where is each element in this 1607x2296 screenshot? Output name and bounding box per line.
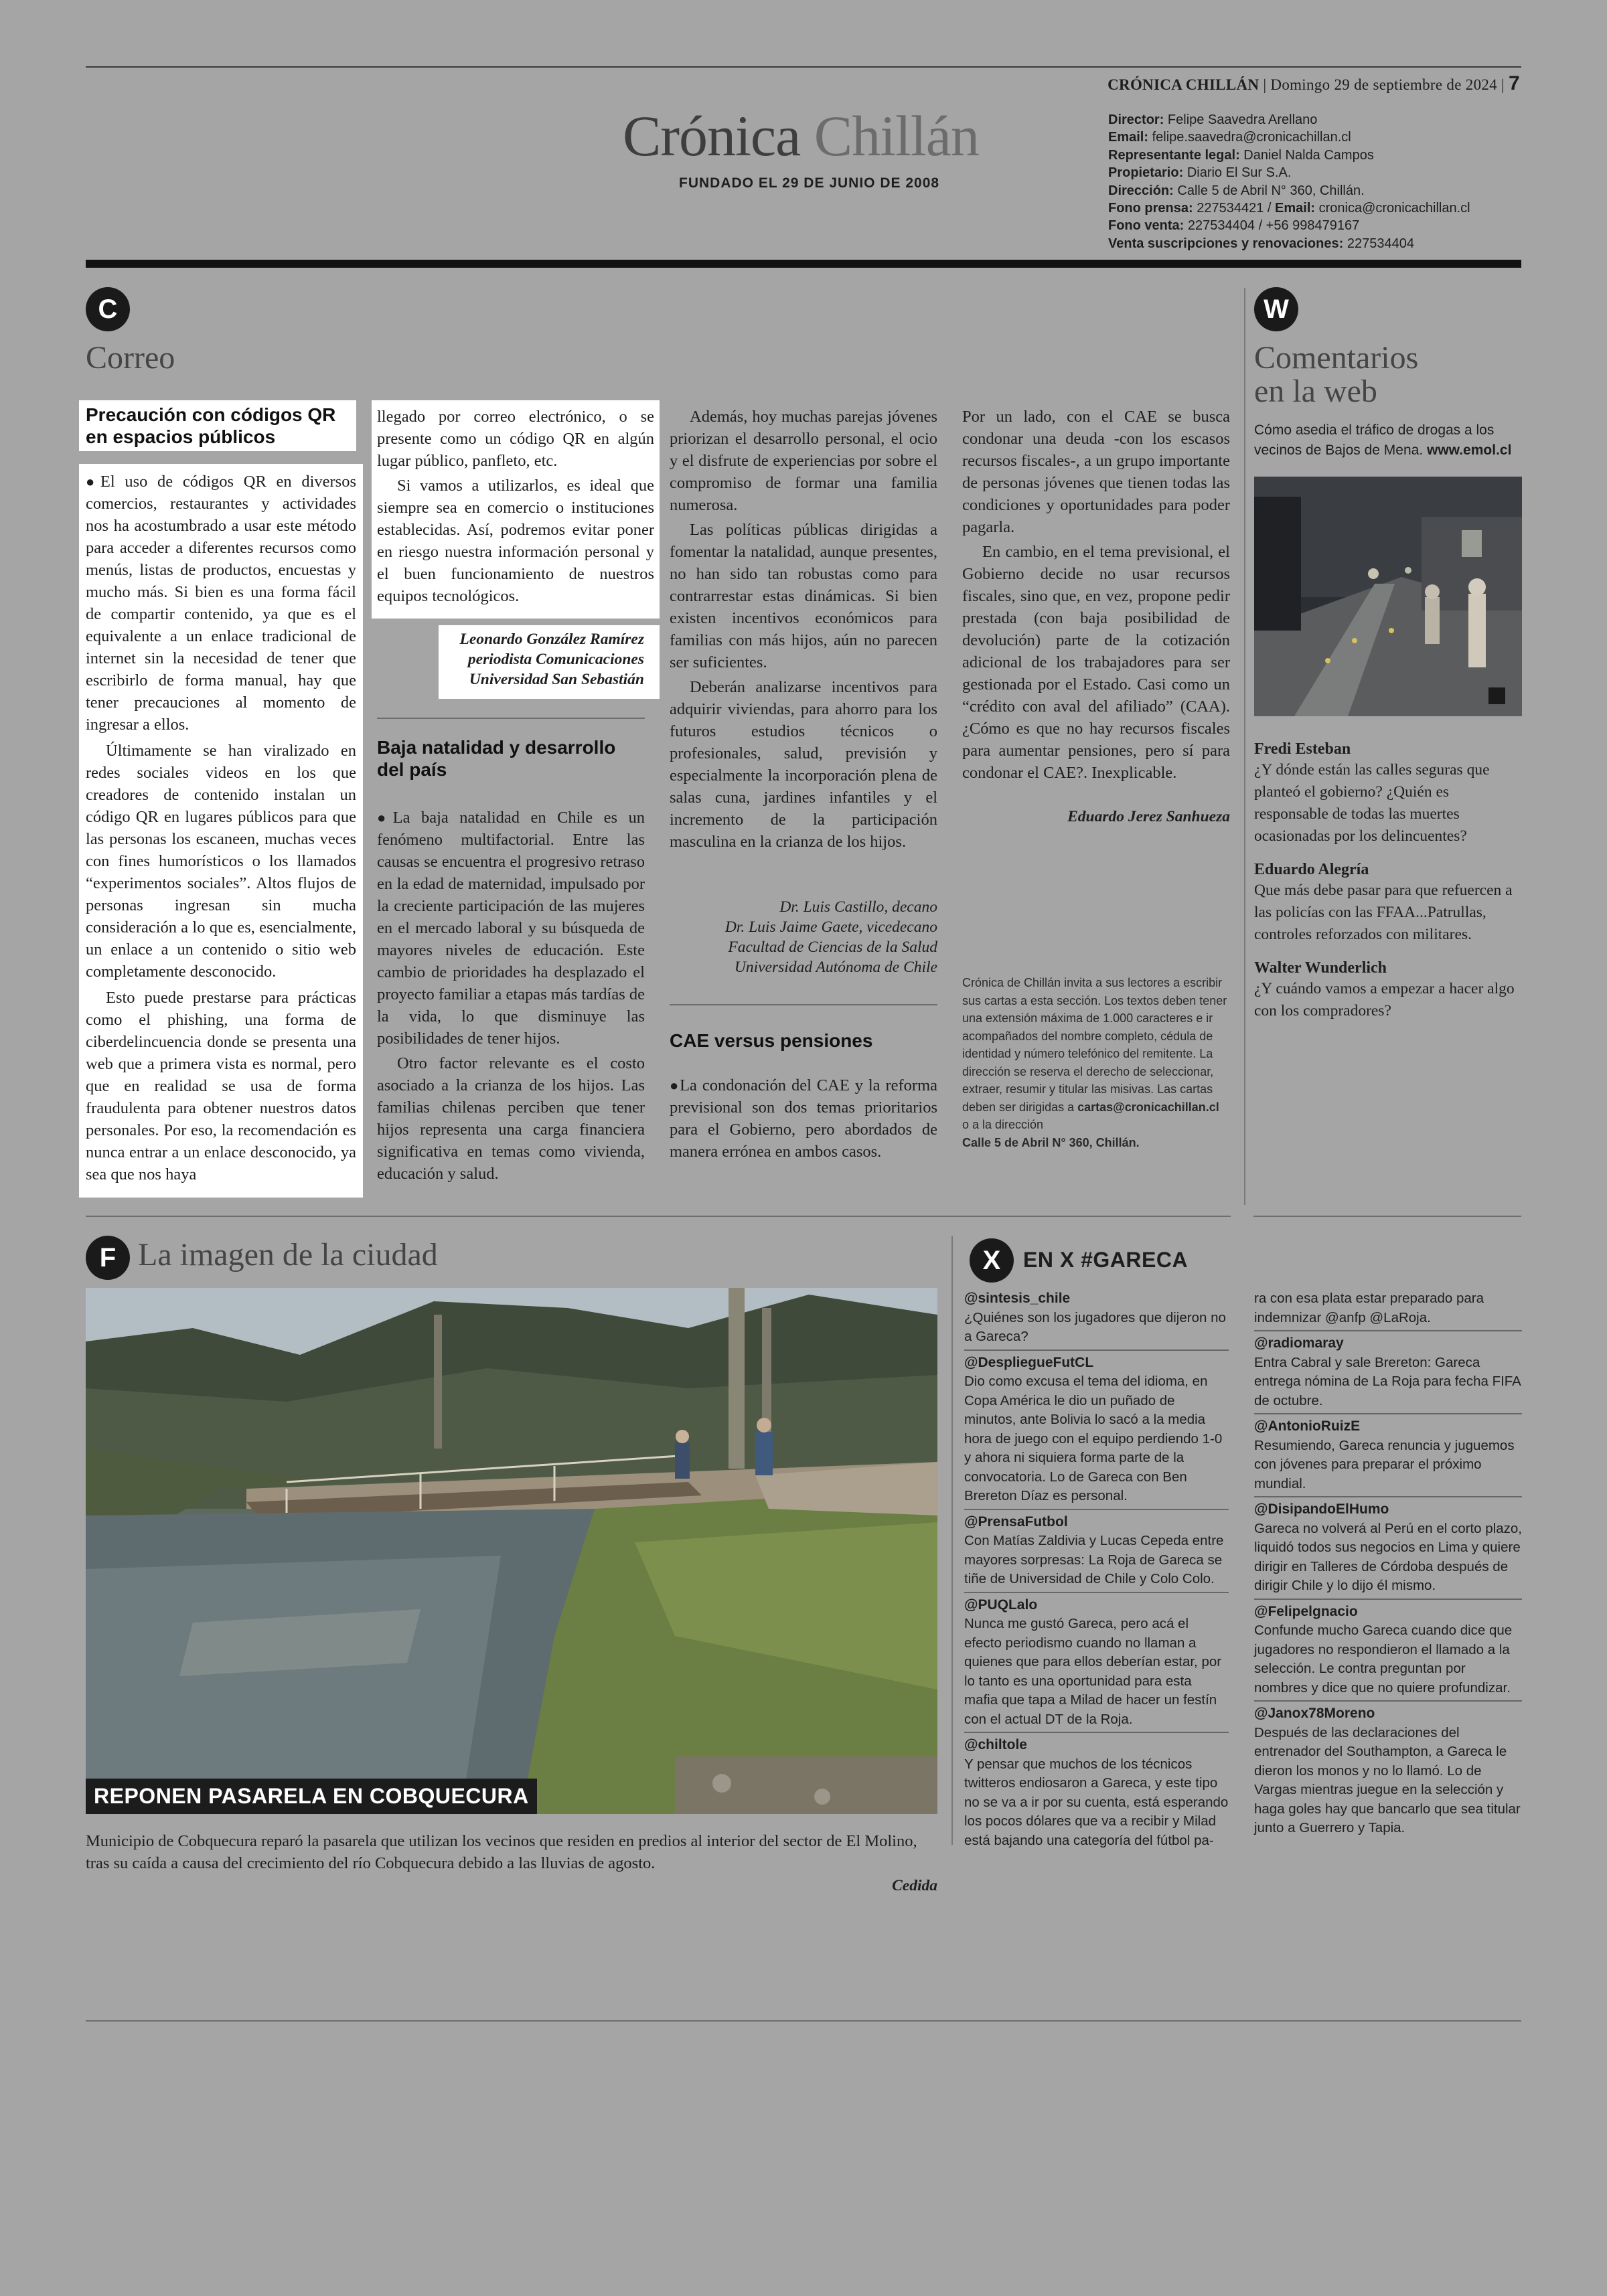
tweet-text: Confunde mucho Gareca cuando dice que jugadores no respondieron el llamado a la selección. Le contra preguntan por nombres y dice que no quiere profundizar. bbox=[1254, 1623, 1513, 1696]
tweet-divider bbox=[1254, 1598, 1522, 1600]
tweet bbox=[964, 1596, 1229, 1730]
bullet-icon: ● bbox=[377, 809, 393, 826]
tweet bbox=[1254, 1603, 1522, 1698]
tweet-text: Entra Cabral y sale Brereton: Gareca entrega nómina de La Roja para fecha FIFA de octubre. bbox=[1254, 1354, 1521, 1408]
bullet-icon: ● bbox=[670, 1077, 680, 1094]
letter2-paragraph: ●La baja natalidad en Chile es un fenómeno multifactorial. Entre las causas se encuentra el progresivo retraso en la edad de maternidad, impulsado por la creciente participación de las mujeres en el mercado laboral y su búsqueda de mayores niveles de educación. Este cambio de prioridades ha desplazado el proyecto familiar a etapas más tardías de la vida, lo que disminuye las posibilidades de tener hijos. bbox=[377, 809, 645, 1048]
tweet-handle: @Janox78Moreno bbox=[1254, 1706, 1375, 1721]
letter2-paragraph: Las políticas públicas dirigidas a fomentar la natalidad, aunque presentes, no han sido tan robustas como para contrarrestar estas dinámicas. Si bien existen incentivos económicos para familias con más hijos, aún no parecen ser suficientes. bbox=[670, 521, 937, 671]
letter1-paragraph: Si vamos a utilizarlos, es ideal que siempre sea en comercio o instituciones establecidas. Así, podremos evitar poner en riesgo nuestra información personal y el buen funcionamiento de nuestros equipos tecnológicos. bbox=[377, 477, 654, 605]
letter2-signature: Dr. Luis Castillo, decano Dr. Luis Jaime Gaete, vicedecano Facultad de Ciencias de la Salud Universidad Autónoma de Chile bbox=[724, 898, 937, 976]
bullet-icon: ● bbox=[86, 473, 100, 490]
tweet bbox=[964, 1736, 1229, 1850]
tweet-divider bbox=[1254, 1330, 1522, 1331]
tweet-handle: @chiltole bbox=[964, 1737, 1027, 1752]
night-street-photo bbox=[1254, 477, 1522, 716]
logo-word-cronica: Crónica bbox=[623, 104, 801, 168]
correo-section-title: Correo bbox=[86, 340, 175, 376]
comment-author: Walter Wunderlich bbox=[1254, 959, 1387, 977]
tweet bbox=[1254, 1500, 1522, 1596]
letter1-body bbox=[86, 471, 356, 1185]
tweet-text: Dio como excusa el tema del idioma, en Copa América le dio un puñado de minutos, ante Bolivia lo sacó a la media hora de juego con el equipo perdiendo 1-0 y ahora ni siquiera forma parte de la convocatoria. Lo de Gareca con Ben Brereton Díaz es personal. bbox=[964, 1374, 1223, 1503]
staff-line: Fono venta: 227534404 / +56 998479167 bbox=[1108, 218, 1360, 234]
folio-date: Domingo 29 de septiembre de 2024 bbox=[1270, 76, 1497, 93]
letter2-body-col3 bbox=[670, 406, 937, 853]
tweet-divider bbox=[964, 1509, 1229, 1510]
staff-line: Venta suscripciones y renovaciones: 227534404 bbox=[1108, 236, 1414, 251]
comment-text: Que más debe pasar para que refuercen a las policías con las FFAA...Patrullas, controles reforzados con militares. bbox=[1254, 882, 1513, 943]
tweet bbox=[964, 1513, 1229, 1589]
staff-box bbox=[1108, 111, 1470, 252]
masthead-logo bbox=[623, 104, 979, 168]
section-divider bbox=[86, 1216, 1231, 1217]
x-feed-col1 bbox=[964, 1289, 1229, 1853]
city-caption: Municipio de Cobquecura reparó la pasarela que utilizan los vecinos que residen en predios al interior del sector de El Molino, tras su caída a causa del crecimiento del río Cobquecura debido a las lluvias de agosto. bbox=[86, 1832, 917, 1872]
logo-word-chillan: Chillán bbox=[814, 104, 979, 168]
web-photo bbox=[1254, 477, 1522, 716]
web-intro: Cómo asedia el tráfico de drogas a los vecinos de Bajos de Mena. www.emol.cl bbox=[1254, 422, 1512, 458]
letter1-title: Precaución con códigos QR en espacios públicos bbox=[86, 404, 336, 447]
comment-author: Eduardo Alegría bbox=[1254, 861, 1369, 878]
tweet-handle: @PrensaFutbol bbox=[964, 1513, 1068, 1530]
letter3-paragraph: Por un lado, con el CAE se busca condonar una deuda -con los escasos recursos fiscales-, a un grupo importante de personas jóvenes que tienen todas las condiciones y oportunidades para poder pagarla. bbox=[962, 408, 1230, 536]
letter3-signature: Eduardo Jerez Sanhueza bbox=[1067, 808, 1230, 825]
x-feed-col2 bbox=[1254, 1289, 1522, 1841]
notice-address: Calle 5 de Abril N° 360, Chillán. bbox=[962, 1135, 1140, 1149]
letter3-paragraph: En cambio, en el tema previsional, el Gobierno decide no usar recursos fiscales, sino que, en vez, propone pedir prestada (con baja posibilidad de devolución) parte de la cotización adicional de los trabajadores para ser gestionada por el Estado. Casi como un “crédito con aval del afiliado” (CAA). ¿Cómo es que no hay recursos fiscales para aumentar pensiones, pero sí para condonar el CAE?. Inexplicable. bbox=[962, 543, 1230, 782]
tweet-handle: @DesplieguеFutCL bbox=[964, 1354, 1094, 1370]
letter2-body-col2 bbox=[377, 807, 645, 1185]
letter1-paragraph: ●El uso de códigos QR en diversos comercios, restaurantes y actividades nos ha acostumbrado a usar este método para acceder a diferentes recursos como menús, listas de productos, encuestas y mucho más. Si bien es una forma fácil de compartir contenido, ya que es el equivalente a un enlace tradicional de internet sin la necesidad de tener que escribirlo de forma manual, hay que tener precauciones al momento de ingresar a ellos. bbox=[86, 473, 356, 734]
city-section-title: La imagen de la ciudad bbox=[138, 1237, 438, 1273]
photo-title: REPONEN PASARELA EN COBQUECURA bbox=[86, 1779, 537, 1814]
tweet bbox=[1254, 1417, 1522, 1493]
correo-badge: C bbox=[86, 287, 130, 331]
section-divider bbox=[1253, 1216, 1521, 1217]
letter1-signature: Leonardo González Ramírez periodista Comunicaciones Universidad San Sebastián bbox=[459, 631, 644, 688]
tweet-handle: @sintesis_chile bbox=[964, 1291, 1071, 1306]
tweet-text: ¿Quiénes son los jugadores que dijeron no a Gareca? bbox=[964, 1309, 1226, 1344]
founded-line: FUNDADO EL 29 DE JUNIO DE 2008 bbox=[679, 175, 940, 191]
city-photo bbox=[86, 1288, 937, 1814]
notice-email: cartas@cronicachillan.cl bbox=[1077, 1100, 1219, 1114]
comment-text: ¿Y cuándo vamos a empezar a hacer algo con los compradores? bbox=[1254, 980, 1515, 1019]
city-badge: F bbox=[86, 1236, 130, 1280]
letter2-paragraph: Otro factor relevante es el costo asociado a la crianza de los hijos. Las familias chilenas perciben que tener hijos representa una carga financiera significativa en temas como vivienda, educación y salud. bbox=[377, 1054, 645, 1183]
tweet-text-continued: ra con esa plata estar preparado para indemnizar @anfp @LaRoja. bbox=[1254, 1291, 1484, 1325]
comment-author: Fredi Esteban bbox=[1254, 740, 1351, 758]
staff-line: Director: Felipe Saavedra Arellano bbox=[1108, 112, 1318, 127]
divider bbox=[377, 718, 645, 719]
letter3-body-col4 bbox=[962, 406, 1230, 784]
staff-line: Representante legal: Daniel Nalda Campos bbox=[1108, 147, 1374, 163]
web-badge: W bbox=[1254, 287, 1298, 331]
tweet bbox=[1254, 1334, 1522, 1410]
tweet-text: Resumiendo, Gareca renuncia y juguemos con jóvenes para preparar el próximo mundial. bbox=[1254, 1437, 1515, 1491]
comment-text: ¿Y dónde están las calles seguras que planteó el gobierno? ¿Quién es responsable de todas las muertes ocasionadas por los delincuentes? bbox=[1254, 761, 1490, 845]
letter1-continuation bbox=[377, 406, 654, 607]
folio: CRÓNICA CHILLÁN | Domingo 29 de septiembre de 2024 | 7 bbox=[1107, 72, 1520, 94]
x-badge: X bbox=[970, 1238, 1014, 1283]
river-footbridge-photo bbox=[86, 1288, 937, 1814]
staff-line: Email: felipe.saavedra@cronicachillan.cl bbox=[1108, 130, 1351, 145]
web-comment bbox=[1254, 958, 1522, 1022]
letter2-paragraph: Además, hoy muchas parejas jóvenes priorizan el desarrollo personal, el ocio y el disfrute de experiencias por sobre el compromiso de formar una familia numerosa. bbox=[670, 408, 937, 514]
top-rule bbox=[86, 66, 1521, 68]
tweet-handle: @radiomaray bbox=[1254, 1335, 1344, 1351]
web-source: www.emol.cl bbox=[1427, 442, 1512, 458]
tweet-text: Y pensar que muchos de los técnicos twitteros endiosaron a Gareca, y este tipo no se va a ir por su cuenta, está esperando los pocos dólares que va a recibir y Milad está bajando una categoría del fútbol pa- bbox=[964, 1756, 1229, 1848]
bottom-rule bbox=[86, 2020, 1521, 2022]
letters-notice: Crónica de Chillán invita a sus lectores a escribir sus cartas a esta sección. Los textos deben tener una extensión máxima de 1.000 caracteres e ir acompañados del nombre completo, cédula de identidad y número telefónico del remitente. La dirección se reserva el derecho de seleccionar, extraer, resumir y titular las misivas. Las cartas deben ser dirigidas a cartas@cronicachillan.cl o a la dirección Calle 5 de Abril N° 360, Chillán. bbox=[962, 976, 1227, 1149]
staff-line: Dirección: Calle 5 de Abril N° 360, Chillán. bbox=[1108, 183, 1365, 198]
tweet-divider bbox=[964, 1349, 1229, 1351]
x-section-title: EN X #GARECA bbox=[1023, 1248, 1189, 1272]
page-number: 7 bbox=[1509, 72, 1520, 94]
tweet-text: Después de las declaraciones del entrenador del Southampton, a Gareca le dieron los monos y no lo llamó. Lo de Vargas mientras juegue en la selección y haga goles hay que bancarlo que sea titular junto a Guerrero y Tapia. bbox=[1254, 1724, 1521, 1835]
letter2-title: Baja natalidad y desarrollo del país bbox=[377, 737, 616, 780]
web-comment bbox=[1254, 859, 1522, 946]
tweet-text: Gareca no volverá al Perú en el corto plazo, liquidó todos sus negocios en Lima y quiere dirigir en Talleres de Córdoba después de dirigir Chile y lo dijo él mismo. bbox=[1254, 1520, 1522, 1593]
tweet-divider bbox=[1254, 1413, 1522, 1414]
staff-line: Fono prensa: 227534421 / Email: cronica@cronicachillan.cl bbox=[1108, 201, 1470, 216]
folio-paper: CRÓNICA CHILLÁN bbox=[1107, 76, 1259, 93]
tweet-handle: @DisipandoElHumo bbox=[1254, 1501, 1389, 1517]
tweet bbox=[1254, 1704, 1522, 1838]
column-divider bbox=[951, 1236, 953, 1845]
letter3-paragraph: ●La condonación del CAE y la reforma previsional son dos temas prioritarios para el Gobierno, pero abordados de manera errónea en ambos casos. bbox=[670, 1076, 937, 1161]
tweet-divider bbox=[1254, 1496, 1522, 1497]
tweet-text: Nunca me gustó Gareca, pero acá el efecto periodismo cuando no llaman a quienes que para ellos deberían estar, por lo tanto es una oportunidad para esta mafia que tapa a Milad de hacer un festín con el actual DT de la Roja. bbox=[964, 1616, 1222, 1727]
letter2-paragraph: Deberán analizarse incentivos para adquirir viviendas, para ahorro para los futuros estudios técnicos o profesionales, salud, previsión y especialmente la incorporación plena de salas cuna, jardines infantiles y el incremento de la participación masculina en la crianza de los hijos. bbox=[670, 678, 937, 851]
staff-line: Propietario: Diario El Sur S.A. bbox=[1108, 165, 1292, 181]
tweet bbox=[964, 1289, 1229, 1347]
tweet-handle: @PUQLalo bbox=[964, 1596, 1038, 1613]
tweet bbox=[964, 1354, 1229, 1506]
tweet-divider bbox=[964, 1732, 1229, 1733]
tweet-divider bbox=[1254, 1700, 1522, 1702]
web-comment bbox=[1254, 739, 1522, 847]
web-comments bbox=[1254, 739, 1522, 1022]
column-divider bbox=[1244, 288, 1245, 1205]
web-section-title: Comentarios en la web bbox=[1254, 340, 1419, 410]
letter1-paragraph: Últimamente se han viralizado en redes sociales videos en los que creadores de contenido instalan un código QR en lugares públicos para que las personas los escaneen, muchas veces con fines humorísticos o los llamados “experimentos sociales”. Altos flujos de personas ingresan sin mucha consideración a lo que es, esencialmente, un enlace a un contenido o sitio web completamente desconocido. bbox=[86, 742, 356, 981]
tweet-divider bbox=[964, 1592, 1229, 1593]
letter1-paragraph: llegado por correo electrónico, o se presente como un código QR en algún lugar público, panfleto, etc. bbox=[377, 408, 654, 470]
letter1-paragraph: Esto puede prestarse para prácticas como el phishing, una forma de ciberdelincuencia donde se presenta una web que a primera vista es normal, pero que en realidad se usa de forma fraudulenta para obtener nuestros datos personales. Por eso, la recomendación es nunca entrar a un enlace desconocido, ya sea que nos haya bbox=[86, 989, 356, 1183]
letter3-title: CAE versus pensiones bbox=[670, 1030, 873, 1051]
tweet-handle: @Felipelgnacio bbox=[1254, 1603, 1358, 1619]
letter3-body-col3 bbox=[670, 1074, 937, 1163]
photo-credit: Cedida bbox=[892, 1877, 937, 1894]
tweet-text: Con Matías Zaldivia y Lucas Cepeda entre mayores sorpresas: La Roja de Gareca se tiñe de Universidad de Chile y Colo Colo. bbox=[964, 1533, 1224, 1586]
divider bbox=[670, 1004, 937, 1005]
tweet-handle: @AntonioRuizE bbox=[1254, 1418, 1361, 1434]
masthead-thick-rule bbox=[86, 260, 1521, 268]
